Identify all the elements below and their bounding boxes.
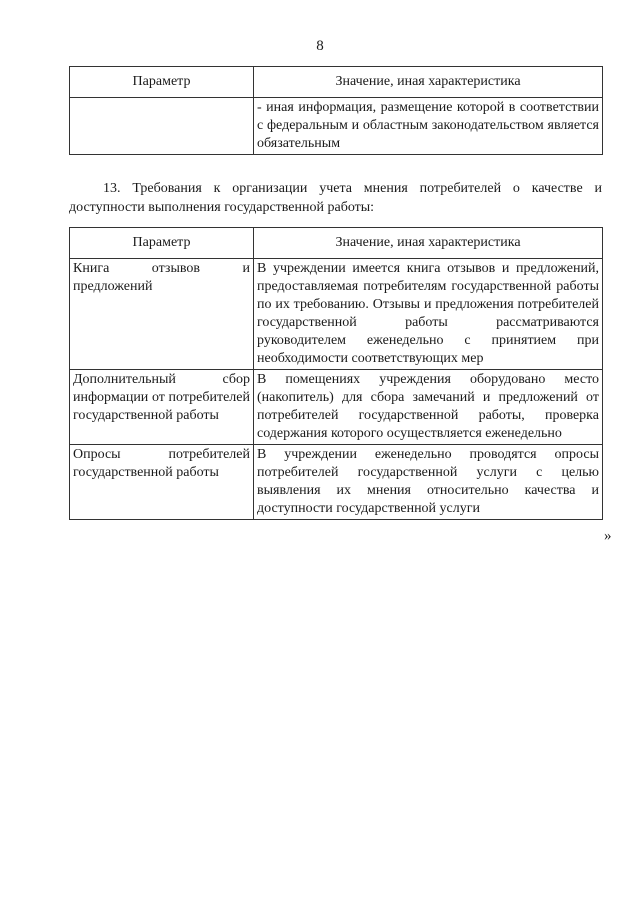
page-number: 8 bbox=[316, 38, 324, 54]
param-cell: Книга отзывов и предложений bbox=[70, 259, 254, 370]
param-cell: Дополнительный сбор информации от потребителей государственной работы bbox=[70, 370, 254, 445]
table-header-row bbox=[70, 228, 603, 259]
value-cell: - иная информация, размещение которой в соответствии с федеральным и областным законодательством является обязательным bbox=[254, 98, 603, 155]
consumer-feedback-table bbox=[69, 227, 603, 520]
header-value: Значение, иная характеристика bbox=[254, 228, 603, 259]
value-cell: В помещениях учреждения оборудовано место (накопитель) для сбора замечаний и предложений от потребителей государственной работы, проверка содержания которого осуществляется еженедельно bbox=[254, 370, 603, 445]
table-row bbox=[70, 370, 603, 445]
table-header-row bbox=[70, 67, 603, 98]
section-13-text: 13. Требования к организации учета мнения потребителей о качестве и доступности выполнения государственной работы: bbox=[69, 181, 602, 215]
param-cell: Опросы потребителей государственной работы bbox=[70, 445, 254, 520]
value-cell: В учреждении имеется книга отзывов и предложений, предоставляемая потребителям государственной работы по их требованию. Отзывы и предложения потребителей государственной работы рассматриваются руководителем еженедельно с принятием при необходимости соответствующих мер bbox=[254, 259, 603, 370]
table-row bbox=[70, 445, 603, 520]
closing-quote-mark: » bbox=[604, 528, 612, 544]
table-row bbox=[70, 259, 603, 370]
header-parameter: Параметр bbox=[70, 67, 254, 98]
header-value: Значение, иная характеристика bbox=[254, 67, 603, 98]
table-row bbox=[70, 98, 603, 155]
table-continued bbox=[69, 66, 603, 155]
param-cell bbox=[70, 98, 254, 155]
value-cell: В учреждении еженедельно проводятся опросы потребителей государственной услуги с целью выявления их мнения относительно качества и доступности государственной услуги bbox=[254, 445, 603, 520]
header-parameter: Параметр bbox=[70, 228, 254, 259]
